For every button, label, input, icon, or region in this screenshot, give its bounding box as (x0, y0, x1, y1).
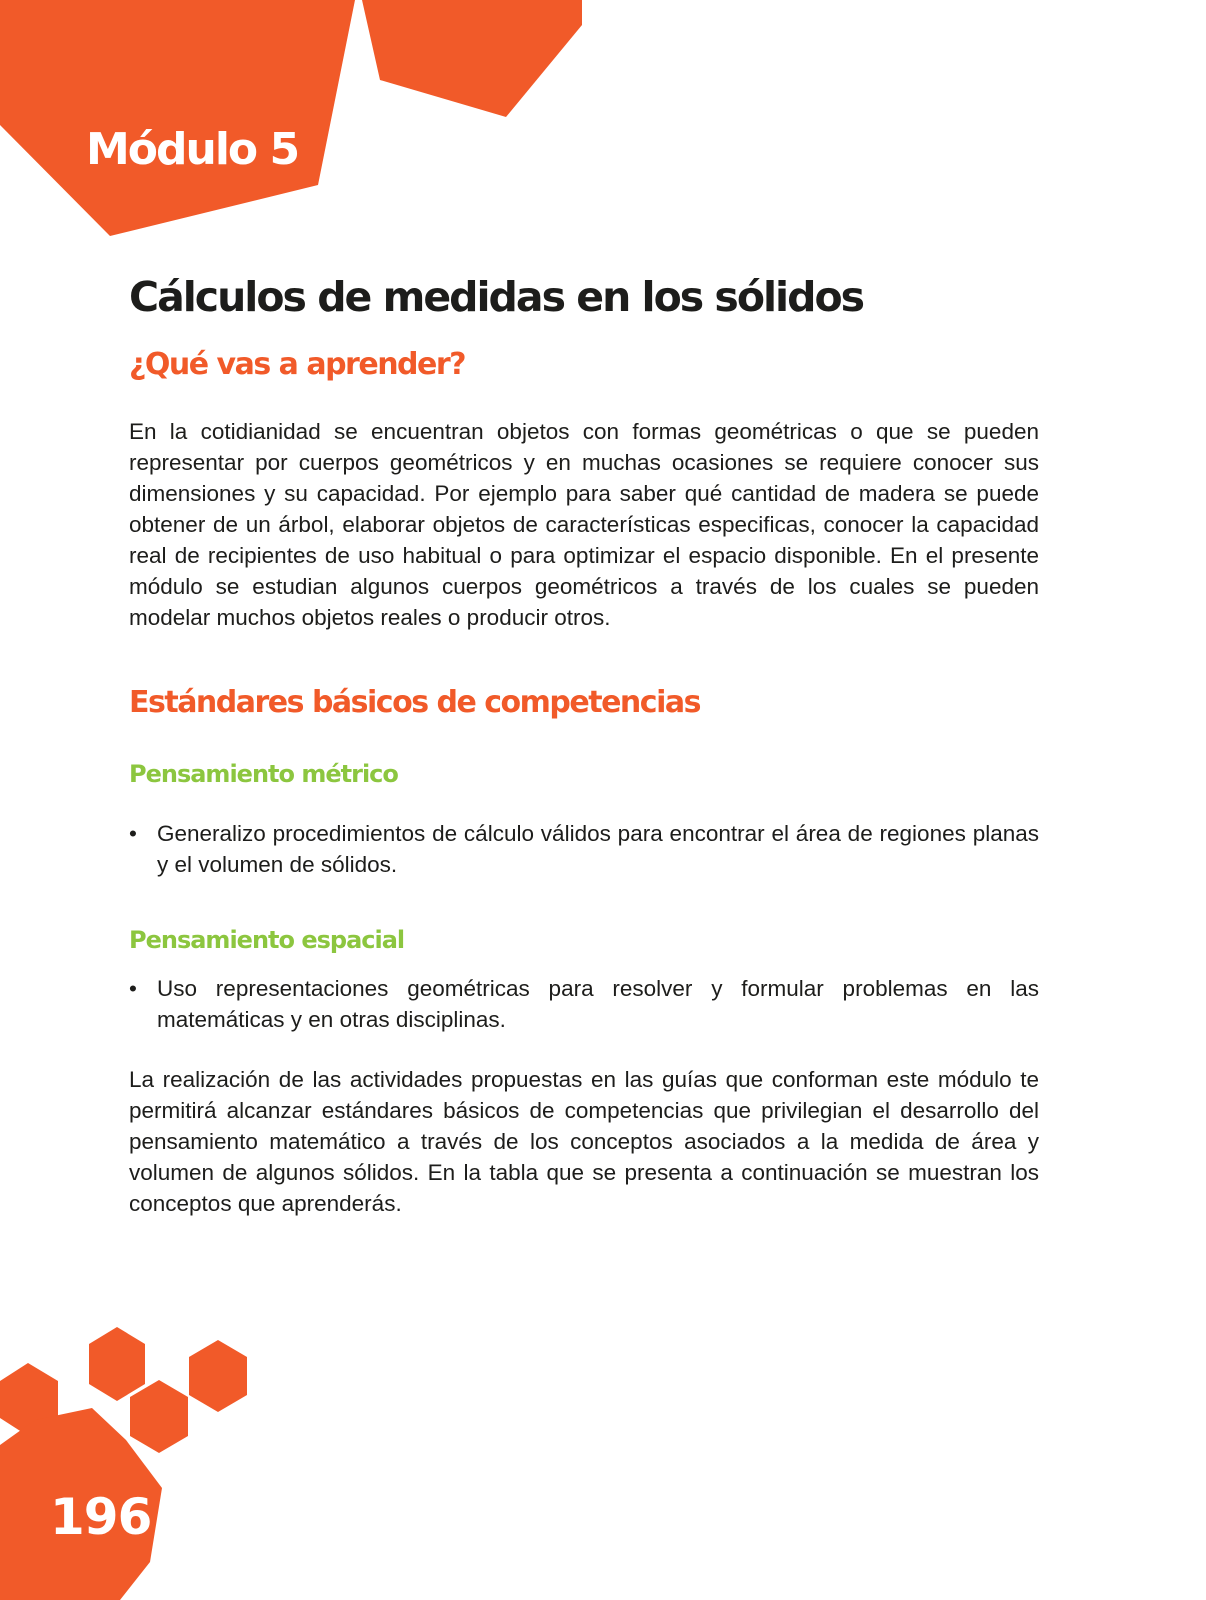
footer-decoration (0, 0, 260, 1600)
module-label: Módulo 5 (86, 124, 299, 175)
hexagon-shape (130, 1380, 188, 1453)
list-item-text: Uso representaciones geométricas para resolver y formular problemas en las matemáticas y en otras disciplinas. (157, 976, 1039, 1032)
hexagon-shape (89, 1327, 145, 1401)
list-item-text: Generalizo procedimientos de cálculo válidos para encontrar el área de regiones planas y el volumen de sólidos. (157, 821, 1039, 877)
standards-heading: Estándares básicos de competencias (129, 685, 700, 720)
page-number: 196 (50, 1488, 152, 1546)
bullet-icon: • (129, 821, 137, 846)
header-small-shape (362, 0, 582, 117)
closing-paragraph: La realización de las actividades propuestas en las guías que conforman este módulo te permitirá alcanzar estándares básicos de competencias que privilegian el desarrollo del pensamiento matemático a través de los conceptos asociados a la medida de área y volumen de algunos sólidos. En la tabla que se presenta a continuación se muestran los conceptos que aprenderás. (129, 1067, 1039, 1216)
intro-paragraph: En la cotidianidad se encuentran objetos con formas geométricas o que se pueden representar por cuerpos geométricos y en muchas ocasiones se requiere conocer sus dimensiones y su capacidad. Por ejemplo para saber qué cantidad de madera se puede obtener de un árbol, elaborar objetos de características especificas, conocer la capacidad real de recipientes de uso habitual o para optimizar el espacio disponible. En el presente módulo se estudian algunos cuerpos geométricos a través de los cuales se pueden modelar muchos objetos reales o producir otros. (129, 419, 1039, 630)
metric-thinking-heading: Pensamiento métrico (129, 760, 398, 788)
spatial-thinking-heading: Pensamiento espacial (129, 926, 405, 954)
intro-heading: ¿Qué vas a aprender? (129, 347, 466, 382)
bullet-icon: • (129, 976, 137, 1001)
hexagon-shape (189, 1340, 247, 1412)
metric-thinking-item (129, 818, 1039, 880)
spatial-thinking-item (129, 973, 1039, 1035)
page-title: Cálculos de medidas en los sólidos (129, 273, 864, 321)
